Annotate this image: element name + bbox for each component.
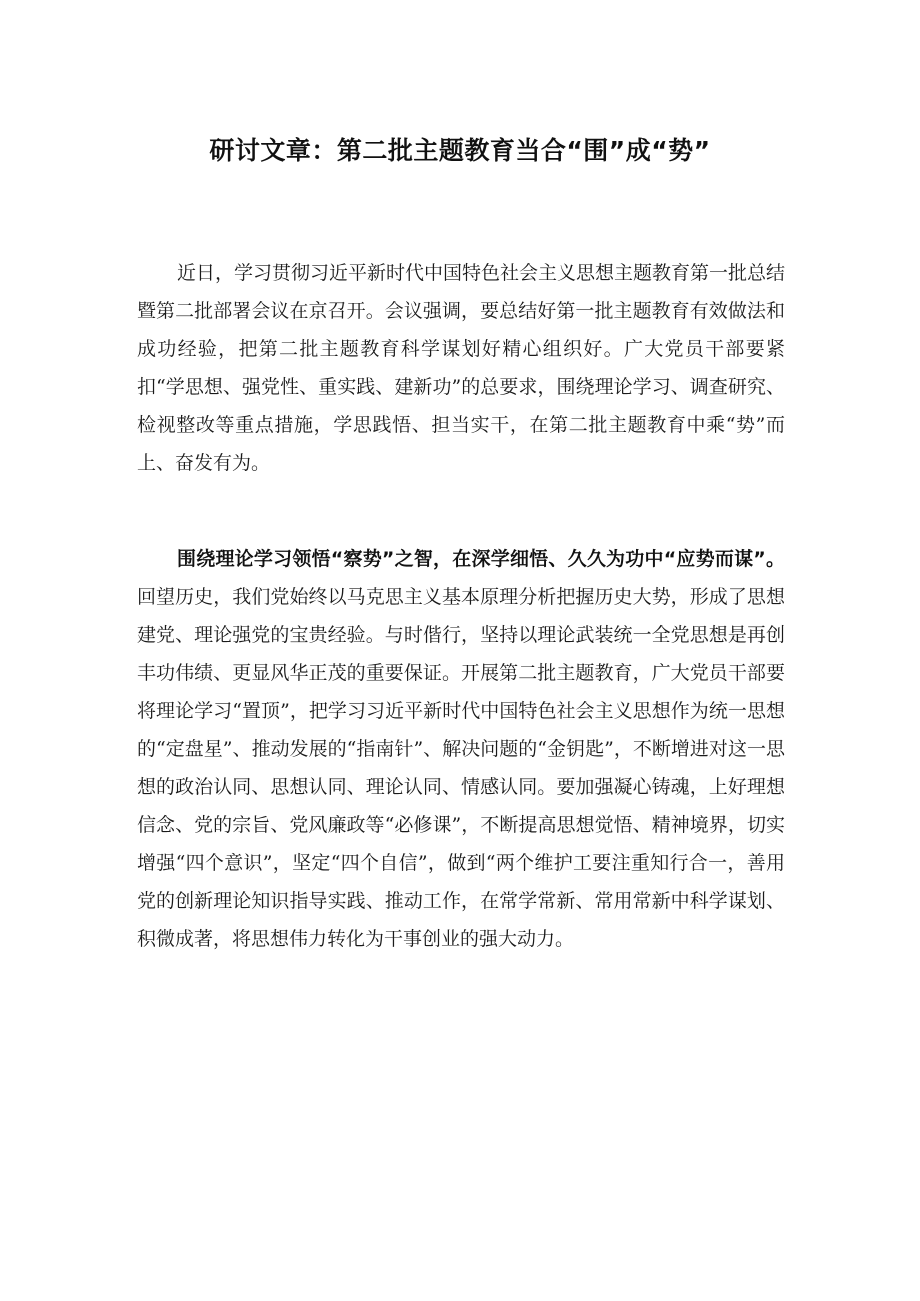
paragraph-theory-study [137,540,785,958]
paragraph-intro-text: 近日，学习贯彻习近平新时代中国特色社会主义思想主题教育第一批总结暨第二批部署会议在京召开。会议强调，要总结好第一批主题教育有效做法和成功经验，把第二批主题教育科学谋划好精心组织好。广大党员干部要紧扣“学思想、强党性、重实践、建新功”的总要求，围绕理论学习、调查研究、检视整改等重点措施，学思践悟、担当实干，在第二批主题教育中乘“势”而上、奋发有为。 [137,262,786,474]
paragraph-lead-heading: 围绕理论学习领悟“察势”之智，在深学细悟、久久为功中“应势而谋”。 [177,548,785,570]
paragraph-theory-study-text: 回望历史，我们党始终以马克思主义基本原理分析把握历史大势，形成了思想建党、理论强党的宝贵经验。与时偕行，坚持以理论武装统一全党思想是再创丰功伟绩、更显风华正茂的重要保证。开展第二批主题教育，广大党员干部要将理论学习“置顶”，把学习习近平新时代中国特色社会主义思想作为统一思想的“定盘星”、推动发展的“指南针”、解决问题的“金钥匙”，不断增进对这一思想的政治认同、思想认同、理论认同、情感认同。要加强凝心铸魂，上好理想信念、党的宗旨、党风廉政等“必修课”，不断提高思想觉悟、精神境界，切实增强“四个意识”，坚定“四个自信”，做到“两个维护工要注重知行合一，善用党的创新理论知识指导实践、推动工作，在常学常新、常用常新中科学谋划、积微成著，将思想伟力转化为干事创业的强大动力。 [137,586,785,950]
document-title: 研讨文章：第二批主题教育当合“围”成“势” [209,135,711,165]
paragraph-intro [137,254,785,482]
